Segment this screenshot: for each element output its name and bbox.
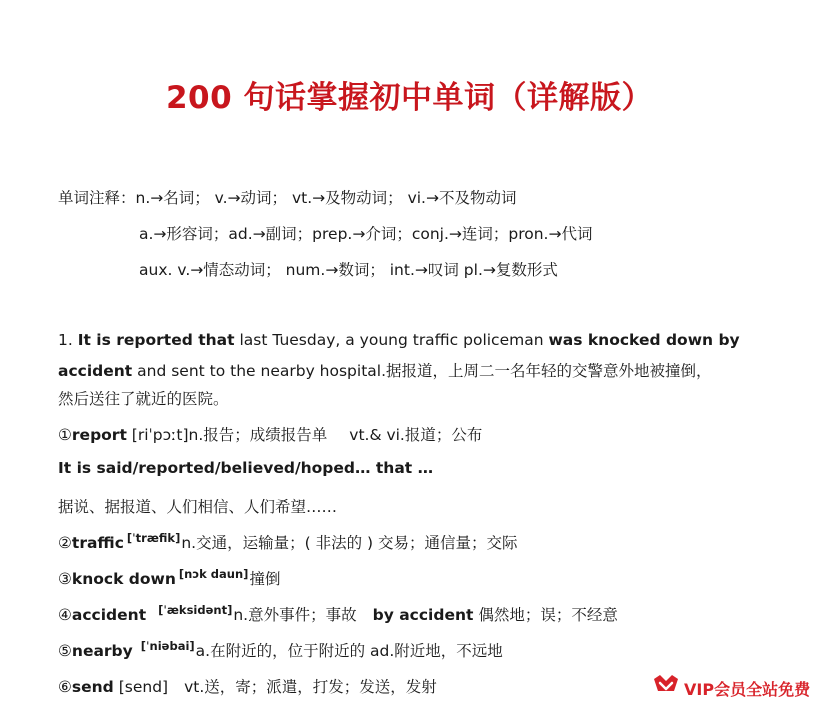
sentence-bold-phrase: It is reported that (77, 331, 235, 349)
entry-definition: n.报告；成绩报告单 (188, 426, 328, 444)
sentence-text: last Tuesday, a young traffic policeman (234, 331, 549, 349)
sentence-line-1 (58, 331, 740, 349)
entry-report (58, 423, 482, 445)
vip-badge-label[interactable]: VIP会员全站免费 (684, 680, 811, 699)
entry-definition-2: vt.& vi.报道；公布 (349, 426, 483, 444)
entry-definition: n.交通，运输量；( 非法的 ) 交易；通信量；交际 (181, 534, 518, 552)
entry-definition: 撞倒 (249, 570, 281, 588)
entry-phonetic: [riˈpɔːt] (126, 426, 189, 444)
entry-word: accident (71, 606, 147, 624)
entry-traffic (58, 531, 517, 553)
entry-send (58, 675, 437, 697)
entry-word-2: by accident (372, 606, 474, 624)
entry-phrase-meaning: 据说、据报道、人们相信、人们希望…… (58, 498, 338, 516)
entry-mark: ① (58, 426, 72, 444)
entry-word: traffic (71, 534, 124, 552)
phrase-text: It is said/reported/believed/hoped… that … (58, 459, 434, 477)
legend-line-3: aux. v.→情态动词； num.→数词； int.→叹词 pl.→复数形式 (139, 261, 558, 279)
entry-word: knock down (71, 570, 176, 588)
entry-phonetic: [ˈæksidənt] (158, 603, 233, 617)
entry-phonetic: [ˈniəbai] (140, 639, 195, 653)
entry-word: send (71, 678, 114, 696)
entry-mark: ⑥ (58, 678, 72, 696)
entry-mark: ② (58, 534, 72, 552)
sentence-bold-phrase: accident (58, 362, 133, 380)
document-title: 200 句话掌握初中单词（详解版） (165, 80, 653, 116)
entry-word: report (71, 426, 127, 444)
legend-line-1: 单词注释：n.→名词； v.→动词； vt.→及物动词； vi.→不及物动词 (58, 189, 517, 207)
entry-accident (58, 603, 618, 625)
sentence-number: 1. (58, 331, 73, 349)
entry-mark: ④ (58, 606, 72, 624)
entry-knock-down (58, 567, 280, 589)
vip-crown-icon (648, 669, 684, 705)
entry-nearby (58, 639, 503, 661)
sentence-text: and sent to the nearby hospital.据报道，上周二一名年轻的交警意外地被撞倒， (132, 362, 712, 380)
entry-phonetic: [nɔk daun] (178, 567, 249, 581)
entry-definition: vt.送，寄；派遣，打发；发送，发射 (184, 678, 437, 696)
legend-line-2: a.→形容词；ad.→副词；prep.→介词；conj.→连词；pron.→代词 (139, 225, 593, 243)
entry-definition: a.在附近的，位于附近的 ad.附近地，不远地 (195, 642, 503, 660)
entry-mark: ③ (58, 570, 72, 588)
entry-word: nearby (71, 642, 133, 660)
sentence-line-3: 然后送往了就近的医院。 (58, 390, 229, 408)
entry-mark: ⑤ (58, 642, 72, 660)
entry-definition-2: 偶然地；误；不经意 (473, 606, 618, 624)
entry-phonetic: [ˈtræfik] (126, 531, 181, 545)
entry-definition: n.意外事件；事故 (233, 606, 357, 624)
sentence-line-2 (58, 359, 712, 381)
entry-phonetic: [send] (113, 678, 169, 696)
sentence-bold-phrase: was knocked down by (548, 331, 740, 349)
entry-phrase (58, 459, 433, 477)
vip-badge[interactable] (648, 669, 818, 705)
